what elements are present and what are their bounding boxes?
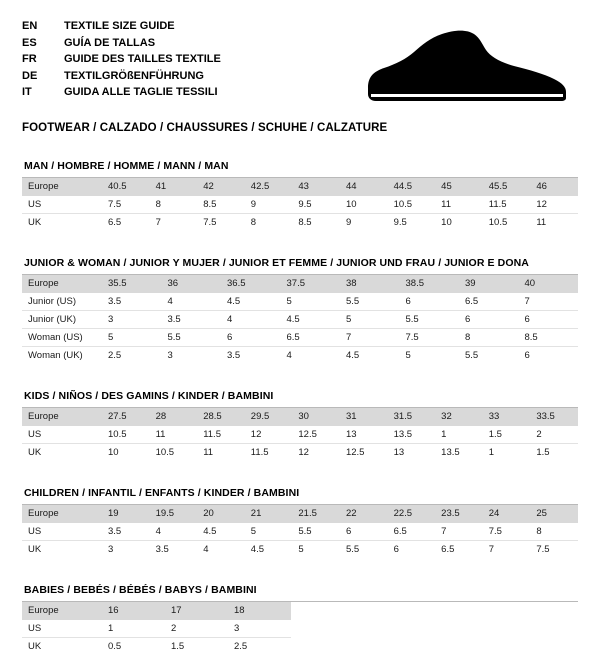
category-line: FOOTWEAR / CALZADO / CHAUSSURES / SCHUHE / CALZATURE [22, 122, 578, 134]
size-cell: 36.5 [221, 275, 281, 293]
size-cell: 4.5 [197, 523, 245, 541]
size-cell: 1 [102, 620, 165, 638]
size-cell: 11.5 [483, 196, 531, 214]
size-cell: 7.5 [483, 523, 531, 541]
size-sections [22, 160, 578, 655]
table-row [22, 196, 578, 214]
size-cell: 4 [281, 347, 341, 365]
language-code: IT [22, 84, 64, 101]
size-cell: 5 [245, 523, 293, 541]
row-label: UK [22, 638, 102, 655]
row-label: UK [22, 541, 102, 559]
size-cell: 45 [435, 178, 483, 196]
size-cell: 6 [519, 347, 579, 365]
row-label: US [22, 523, 102, 541]
size-cell: 3.5 [150, 541, 198, 559]
size-cell: 22.5 [388, 505, 436, 523]
size-cell: 1 [483, 444, 531, 462]
size-cell: 22 [340, 505, 388, 523]
size-section [22, 257, 578, 364]
size-cell: 25 [530, 505, 578, 523]
size-cell: 24 [483, 505, 531, 523]
section-title: CHILDREN / INFANTIL / ENFANTS / KINDER / BAMBINI [22, 487, 578, 505]
size-cell: 6.5 [435, 541, 483, 559]
size-cell: 7.5 [102, 196, 150, 214]
size-cell: 3 [102, 311, 162, 329]
size-cell: 13.5 [435, 444, 483, 462]
size-cell: 31.5 [388, 408, 436, 426]
language-code: EN [22, 18, 64, 35]
size-cell: 7 [483, 541, 531, 559]
size-cell: 12 [245, 426, 293, 444]
size-cell: 1.5 [165, 638, 228, 655]
size-cell: 12 [530, 196, 578, 214]
size-cell: 8 [459, 329, 519, 347]
size-cell: 2 [165, 620, 228, 638]
size-cell: 19.5 [150, 505, 198, 523]
table-row [22, 426, 578, 444]
size-cell: 37.5 [281, 275, 341, 293]
size-cell: 5 [102, 329, 162, 347]
size-cell: 11 [197, 444, 245, 462]
size-cell: 10 [435, 214, 483, 232]
size-cell: 12 [292, 444, 340, 462]
language-code: FR [22, 51, 64, 68]
table-row [22, 347, 578, 365]
size-cell: 4 [150, 523, 198, 541]
size-cell: 21.5 [292, 505, 340, 523]
size-cell: 1.5 [530, 444, 578, 462]
filler-cell [291, 638, 578, 655]
size-cell: 4.5 [281, 311, 341, 329]
size-cell: 7 [340, 329, 400, 347]
section-title: MAN / HOMBRE / HOMME / MANN / MAN [22, 160, 578, 178]
size-cell: 12.5 [340, 444, 388, 462]
size-cell: 5.5 [292, 523, 340, 541]
size-section [22, 160, 578, 231]
language-title: GUÍA DE TALLAS [64, 35, 221, 52]
size-cell: 7.5 [400, 329, 460, 347]
size-cell: 7 [435, 523, 483, 541]
table-row [22, 620, 578, 638]
language-title: TEXTILGRÖßENFÜHRUNG [64, 68, 221, 85]
row-label: Europe [22, 275, 102, 293]
size-table [22, 275, 578, 364]
size-cell: 32 [435, 408, 483, 426]
size-cell: 9.5 [292, 196, 340, 214]
row-label: Europe [22, 408, 102, 426]
section-title: KIDS / NIÑOS / DES GAMINS / KINDER / BAMBINI [22, 390, 578, 408]
size-cell: 4.5 [221, 293, 281, 311]
size-cell: 12.5 [292, 426, 340, 444]
size-cell: 5 [400, 347, 460, 365]
size-cell: 13.5 [388, 426, 436, 444]
table-row [22, 293, 578, 311]
size-cell: 38.5 [400, 275, 460, 293]
size-cell: 10.5 [150, 444, 198, 462]
size-cell: 4.5 [245, 541, 293, 559]
size-table [22, 505, 578, 558]
size-cell: 5.5 [400, 311, 460, 329]
size-cell: 38 [340, 275, 400, 293]
size-cell: 2.5 [228, 638, 291, 655]
size-cell: 2.5 [102, 347, 162, 365]
language-row [22, 68, 221, 85]
row-label: US [22, 426, 102, 444]
size-cell: 17 [165, 602, 228, 620]
size-cell: 6.5 [281, 329, 341, 347]
size-cell: 8 [245, 214, 293, 232]
row-label: US [22, 620, 102, 638]
size-cell: 5.5 [340, 293, 400, 311]
size-cell: 10 [102, 444, 150, 462]
size-cell: 10 [340, 196, 388, 214]
size-cell: 36 [162, 275, 222, 293]
table-row [22, 408, 578, 426]
size-cell: 35.5 [102, 275, 162, 293]
language-title: GUIDA ALLE TAGLIE TESSILI [64, 84, 221, 101]
size-cell: 29.5 [245, 408, 293, 426]
table-row [22, 178, 578, 196]
size-cell: 7 [150, 214, 198, 232]
size-cell: 7 [519, 293, 579, 311]
size-cell: 3 [162, 347, 222, 365]
size-cell: 13 [340, 426, 388, 444]
language-title: TEXTILE SIZE GUIDE [64, 18, 221, 35]
row-label: Junior (UK) [22, 311, 102, 329]
table-row [22, 444, 578, 462]
row-label: Europe [22, 178, 102, 196]
row-label: UK [22, 444, 102, 462]
size-cell: 0.5 [102, 638, 165, 655]
size-cell: 44 [340, 178, 388, 196]
size-cell: 9 [245, 196, 293, 214]
size-cell: 8.5 [197, 196, 245, 214]
size-cell: 4 [197, 541, 245, 559]
table-row [22, 638, 578, 655]
size-cell: 9.5 [388, 214, 436, 232]
size-cell: 6.5 [459, 293, 519, 311]
size-cell: 6.5 [388, 523, 436, 541]
size-cell: 46 [530, 178, 578, 196]
size-cell: 9 [340, 214, 388, 232]
row-label: US [22, 196, 102, 214]
size-cell: 23.5 [435, 505, 483, 523]
row-label: Woman (UK) [22, 347, 102, 365]
table-row [22, 602, 578, 620]
size-cell: 10.5 [102, 426, 150, 444]
section-title: JUNIOR & WOMAN / JUNIOR Y MUJER / JUNIOR ET FEMME / JUNIOR UND FRAU / JUNIOR E DONA [22, 257, 578, 275]
size-cell: 3.5 [102, 293, 162, 311]
size-cell: 6 [400, 293, 460, 311]
size-cell: 4 [162, 293, 222, 311]
size-cell: 11 [530, 214, 578, 232]
size-cell: 4.5 [340, 347, 400, 365]
size-cell: 3.5 [162, 311, 222, 329]
table-row [22, 505, 578, 523]
size-cell: 33.5 [530, 408, 578, 426]
size-cell: 41 [150, 178, 198, 196]
row-label: Woman (US) [22, 329, 102, 347]
size-cell: 6.5 [102, 214, 150, 232]
filler-cell [291, 602, 578, 620]
size-cell: 19 [102, 505, 150, 523]
size-cell: 6 [388, 541, 436, 559]
size-cell: 11 [435, 196, 483, 214]
size-cell: 16 [102, 602, 165, 620]
size-cell: 7.5 [530, 541, 578, 559]
table-row [22, 311, 578, 329]
language-code: DE [22, 68, 64, 85]
size-cell: 5.5 [162, 329, 222, 347]
size-cell: 11 [150, 426, 198, 444]
size-cell: 8.5 [292, 214, 340, 232]
size-cell: 10.5 [388, 196, 436, 214]
size-cell: 8 [150, 196, 198, 214]
size-cell: 13 [388, 444, 436, 462]
size-cell: 5.5 [459, 347, 519, 365]
size-cell: 40.5 [102, 178, 150, 196]
size-cell: 3 [102, 541, 150, 559]
size-cell: 3.5 [102, 523, 150, 541]
size-cell: 4 [221, 311, 281, 329]
language-title-list [22, 18, 221, 101]
size-cell: 5 [340, 311, 400, 329]
size-section [22, 584, 578, 655]
table-row [22, 523, 578, 541]
size-cell: 31 [340, 408, 388, 426]
language-row [22, 84, 221, 101]
section-title: BABIES / BEBÉS / BÉBÉS / BABYS / BAMBINI [22, 584, 578, 602]
language-row [22, 35, 221, 52]
table-row [22, 214, 578, 232]
size-cell: 3 [228, 620, 291, 638]
size-cell: 10.5 [483, 214, 531, 232]
table-row [22, 329, 578, 347]
row-label: Europe [22, 602, 102, 620]
size-cell: 8 [530, 523, 578, 541]
size-cell: 5.5 [340, 541, 388, 559]
language-code: ES [22, 35, 64, 52]
size-table [22, 602, 578, 655]
table-row [22, 275, 578, 293]
size-cell: 8.5 [519, 329, 579, 347]
page-header [22, 18, 578, 108]
row-label: Europe [22, 505, 102, 523]
size-cell: 1 [435, 426, 483, 444]
size-cell: 20 [197, 505, 245, 523]
size-cell: 44.5 [388, 178, 436, 196]
size-cell: 5 [281, 293, 341, 311]
size-cell: 21 [245, 505, 293, 523]
size-cell: 45.5 [483, 178, 531, 196]
size-section [22, 487, 578, 558]
size-cell: 5 [292, 541, 340, 559]
language-row [22, 18, 221, 35]
size-cell: 2 [530, 426, 578, 444]
size-cell: 28 [150, 408, 198, 426]
table-row [22, 541, 578, 559]
size-cell: 33 [483, 408, 531, 426]
size-cell: 43 [292, 178, 340, 196]
size-cell: 6 [340, 523, 388, 541]
size-cell: 6 [519, 311, 579, 329]
size-cell: 1.5 [483, 426, 531, 444]
size-cell: 39 [459, 275, 519, 293]
dress-shoe-icon [362, 26, 572, 108]
size-cell: 42 [197, 178, 245, 196]
size-cell: 7.5 [197, 214, 245, 232]
language-row [22, 51, 221, 68]
size-cell: 28.5 [197, 408, 245, 426]
language-title: GUIDE DES TAILLES TEXTILE [64, 51, 221, 68]
size-cell: 3.5 [221, 347, 281, 365]
size-cell: 6 [459, 311, 519, 329]
size-table [22, 408, 578, 461]
size-cell: 6 [221, 329, 281, 347]
size-cell: 40 [519, 275, 579, 293]
size-cell: 30 [292, 408, 340, 426]
size-cell: 42.5 [245, 178, 293, 196]
size-table [22, 178, 578, 231]
row-label: UK [22, 214, 102, 232]
size-section [22, 390, 578, 461]
size-cell: 27.5 [102, 408, 150, 426]
filler-cell [291, 620, 578, 638]
size-cell: 18 [228, 602, 291, 620]
row-label: Junior (US) [22, 293, 102, 311]
size-cell: 11.5 [197, 426, 245, 444]
size-cell: 11.5 [245, 444, 293, 462]
